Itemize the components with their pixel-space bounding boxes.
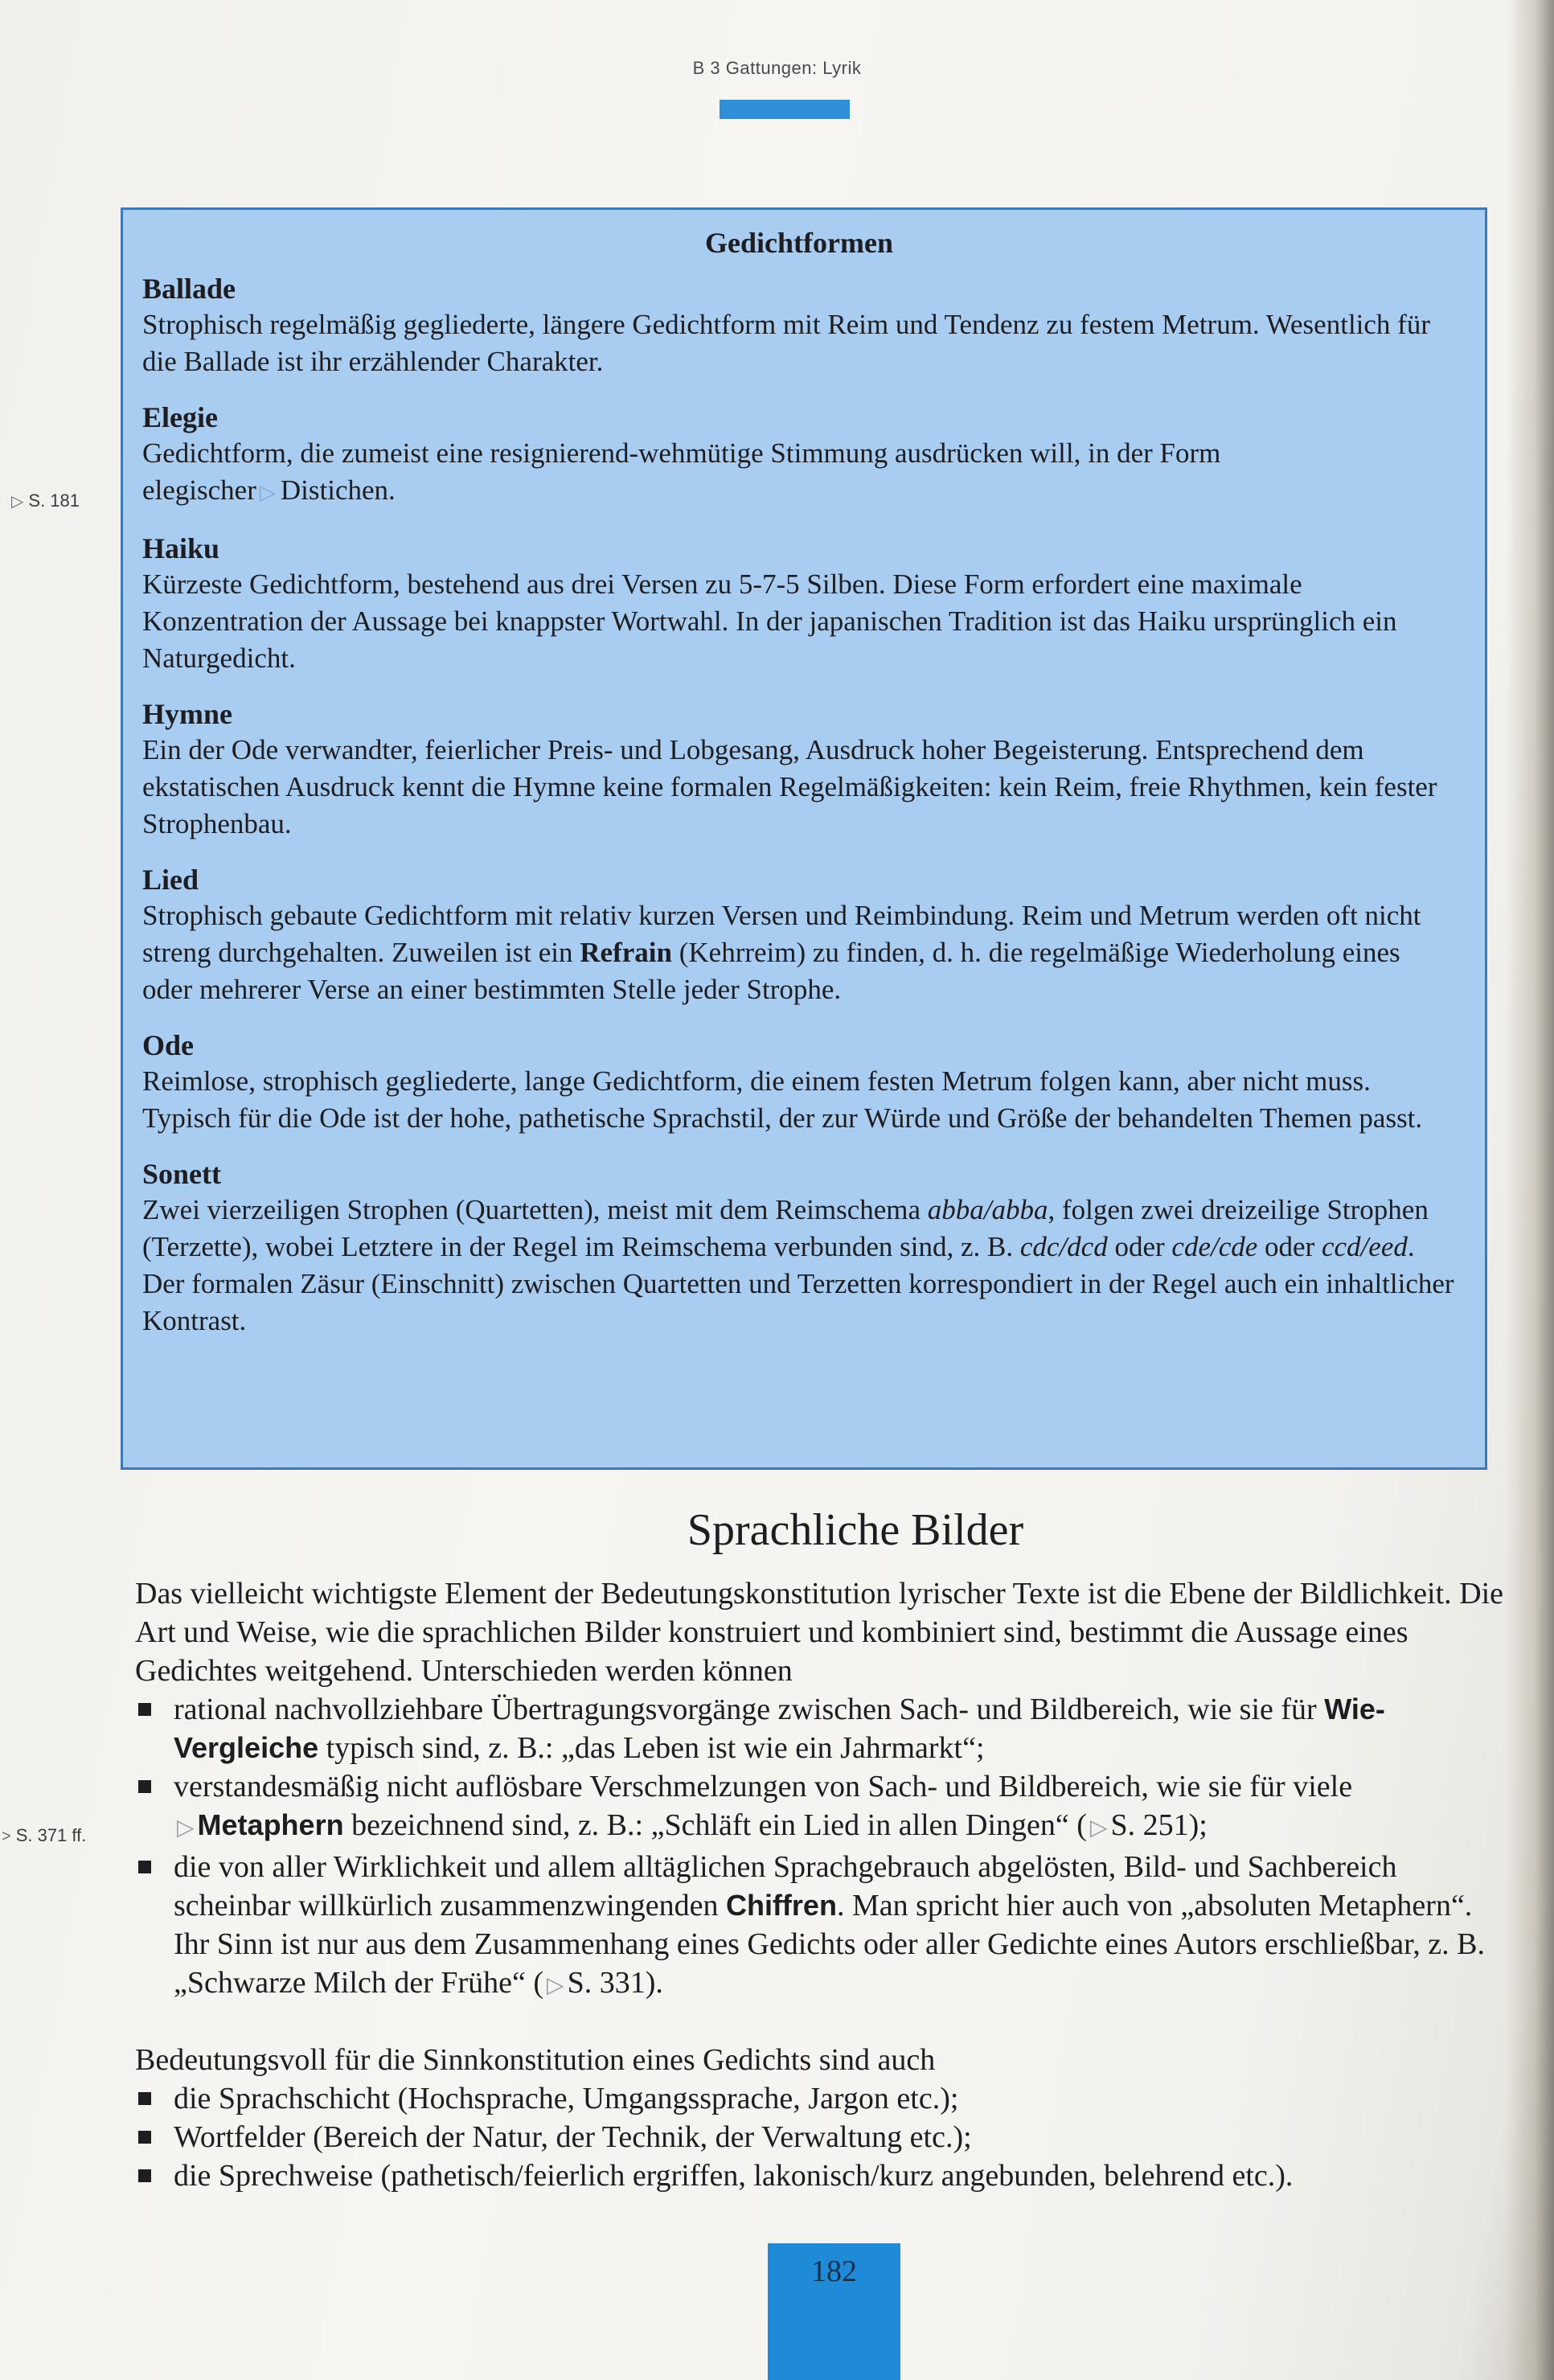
section-title: Sprachliche Bilder bbox=[687, 1505, 1024, 1555]
entry-haiku bbox=[142, 531, 1456, 677]
entry-term: Haiku bbox=[142, 532, 220, 564]
bullet-square-icon bbox=[138, 1703, 151, 1716]
section-sprachliche-bilder bbox=[135, 1502, 1511, 2195]
cross-reference-arrow-icon: ▷ bbox=[177, 1816, 195, 1840]
entry-text: Strophisch gebaute Gedichtform mit relativ kurzen Versen und Reimbindung. Reim und Metrum werden oft nicht streng durchgehalten. Zuweilen ist ein Refrain (Kehrreim) zu finden, d. h. die regelmäßige Wiederholung eines oder mehrerer Verse an einer bestimmten Stelle jeder Strophe. bbox=[142, 900, 1421, 1005]
entry-text: Reimlose, strophisch gegliederte, lange Gedichtform, die einem festen Metrum folgen kann, aber nicht muss. Typisch für die Ode ist der hohe, pathetische Sprachstil, der zur Würde und Größe der behandelten Themen passt. bbox=[142, 1065, 1423, 1134]
bullet-square-icon bbox=[138, 1861, 151, 1873]
page-edge-shadow bbox=[1506, 0, 1554, 2380]
entry-text: Kürzeste Gedichtform, bestehend aus drei Versen zu 5-7-5 Silben. Diese Form erfordert eine maximale Konzentration der Aussage bei knappster Wortwahl. In der japanischen Tradition ist das Haiku ursprünglich ein Naturgedicht. bbox=[142, 568, 1397, 674]
bullet-square-icon bbox=[138, 1780, 151, 1793]
entry-text: Gedichtform, die zumeist eine resignierend-wehmütige Stimmung ausdrücken will, in der Form elegischer ▷ Distichen. bbox=[142, 437, 1221, 506]
intro2-paragraph: Bedeutungsvoll für die Sinnkonstitution eines Gedichts sind auch bbox=[135, 2043, 936, 2077]
entry-term: Hymne bbox=[142, 698, 232, 730]
margin-ref-elegie: ▷ S. 181 bbox=[11, 490, 80, 511]
gedichtformen-box bbox=[121, 207, 1487, 1470]
list-item: die von aller Wirklichkeit und allem alltäglichen Sprachgebrauch abgelösten, Bild- und Sachbereich scheinbar willkürlich zusammenzwingenden Chiffren. Man spricht hier auch von „absoluten Metaphern“. Ihr Sinn ist nur aus dem Zusammenhang eines Gedichts oder aller Gedichte eines Autors erschließbar, z. B. „Schwarze Milch der Frühe“ ( ▷ S. 331). bbox=[135, 1848, 1511, 2005]
bullet-square-icon bbox=[138, 2092, 151, 2105]
bullet-list-2 bbox=[135, 2079, 1511, 2195]
triangle-arrow-icon: > bbox=[2, 1828, 11, 1845]
entry-ode bbox=[142, 1028, 1456, 1137]
list-item: die Sprachschicht (Hochsprache, Umgangssprache, Jargon etc.); bbox=[135, 2079, 1511, 2118]
cross-reference-arrow-icon: ▷ bbox=[547, 1973, 564, 1998]
entry-text: Strophisch regelmäßig gegliederte, längere Gedichtform mit Reim und Tendenz zu festem Metrum. Wesentlich für die Ballade ist ihr erzählender Charakter. bbox=[142, 309, 1430, 377]
entry-ballade bbox=[142, 271, 1456, 380]
entry-elegie bbox=[142, 400, 1456, 511]
entry-term: Sonett bbox=[142, 1158, 221, 1190]
intro-paragraph: Das vielleicht wichtigste Element der Bedeutungskonstitution lyrischer Texte ist die Ebene der Bildlichkeit. Die Art und Weise, wie die sprachlichen Bilder konstruiert und kombiniert sind, bestimmt die Aussage eines Gedichtes weitgehend. Unterschieden werden können bbox=[135, 1577, 1504, 1688]
entry-term: Ballade bbox=[142, 273, 236, 305]
list-item: verstandesmäßig nicht auflösbare Verschmelzungen von Sach- und Bildbereich, wie sie für viele ▷ Metaphern bezeichnend sind, z. B.: „Schläft ein Lied in allen Dingen“ ( ▷ S. 251); bbox=[135, 1767, 1511, 1848]
entry-lied bbox=[142, 862, 1456, 1008]
entry-sonett bbox=[142, 1156, 1456, 1340]
cross-reference-arrow-icon: ▷ bbox=[259, 481, 276, 504]
running-head-bar bbox=[720, 100, 850, 119]
entry-term: Ode bbox=[142, 1029, 195, 1061]
list-item: Wortfelder (Bereich der Natur, der Technik, der Verwaltung etc.); bbox=[135, 2118, 1511, 2156]
bullet-list-1 bbox=[135, 1690, 1511, 2005]
list-item: die Sprechweise (pathetisch/feierlich ergriffen, lakonisch/kurz angebunden, belehrend etc.). bbox=[135, 2156, 1511, 2195]
entry-term: Elegie bbox=[142, 401, 218, 433]
entry-text: Ein der Ode verwandter, feierlicher Preis- und Lobgesang, Ausdruck hoher Begeisterung. Entsprechend dem ekstatischen Ausdruck kennt die Hymne keine formalen Regelmäßigkeiten: kein Reim, freie Rhythmen, kein fester Strophenbau. bbox=[142, 734, 1437, 839]
triangle-arrow-icon: ▷ bbox=[11, 493, 24, 511]
entry-text: Zwei vierzeiligen Strophen (Quartetten), meist mit dem Reimschema abba/abba, folgen zwei dreizeilige Strophen (Terzette), wobei Letztere in der Regel im Reimschema verbunden sind, z. B. cdc/dcd oder cde/cde oder ccd/eed. Der formalen Zäsur (Einschnitt) zwischen Quartetten und Terzetten korrespondiert in der Regel auch ein inhaltlicher Kontrast. bbox=[142, 1194, 1454, 1336]
bullet-square-icon bbox=[138, 2131, 151, 2144]
margin-ref-metaphern: > S. 371 ff. bbox=[2, 1825, 87, 1845]
entry-term: Lied bbox=[142, 864, 199, 896]
page-number: 182 bbox=[768, 2243, 900, 2380]
cross-reference-arrow-icon: ▷ bbox=[1089, 1816, 1108, 1840]
running-head: B 3 Gattungen: Lyrik bbox=[692, 58, 862, 78]
entry-hymne bbox=[142, 696, 1456, 843]
bullet-square-icon bbox=[138, 2169, 151, 2182]
list-item: rational nachvollziehbare Übertragungsvorgänge zwischen Sach- und Bildbereich, wie sie für Wie-Vergleiche typisch sind, z. B.: „das Leben ist wie ein Jahrmarkt“; bbox=[135, 1690, 1511, 1767]
box-title: Gedichtformen bbox=[705, 227, 893, 259]
